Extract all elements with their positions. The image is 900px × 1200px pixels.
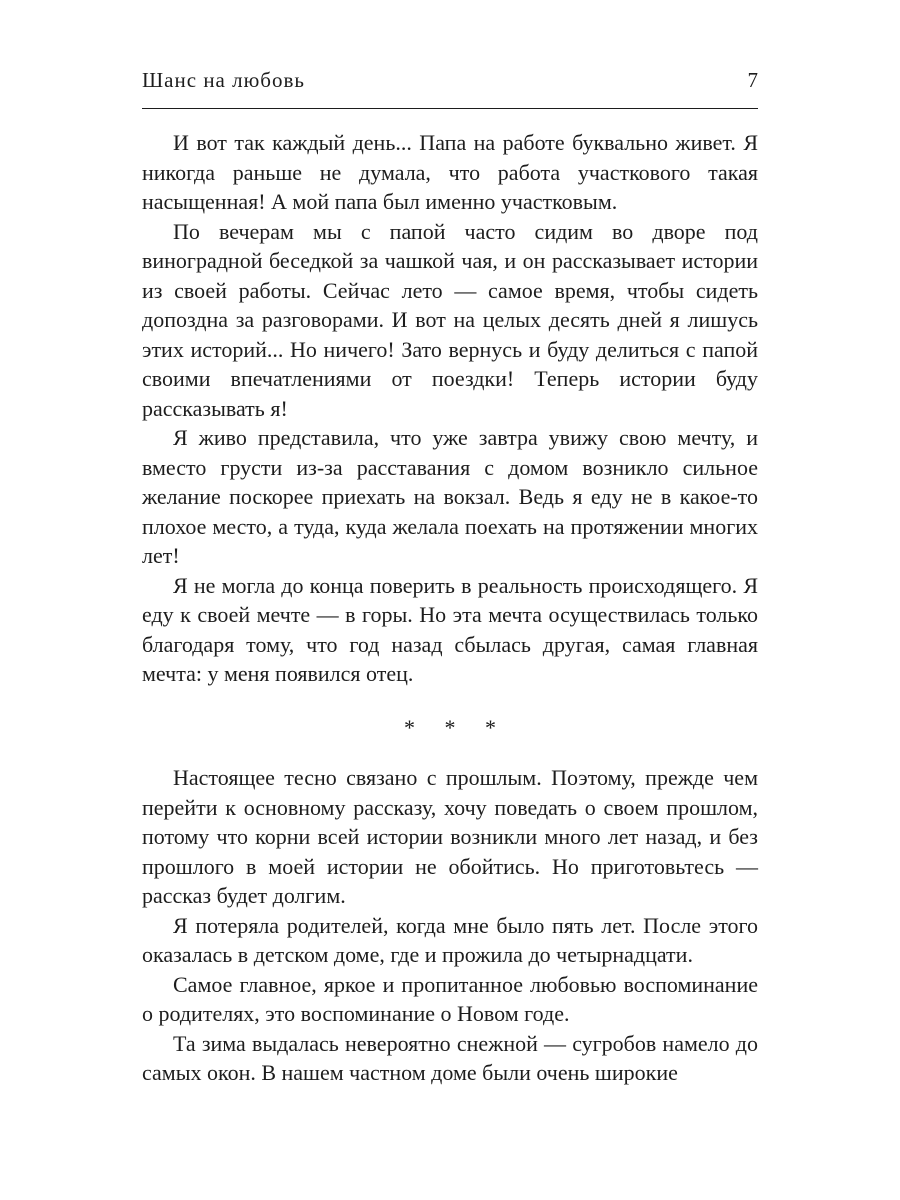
body-text [142, 128, 758, 1088]
paragraph: Я живо представила, что уже завтра увижу свою мечту, и вместо грусти из-за расставания с домом возникло сильное желание поскорее приехать на вокзал. Ведь я еду не в какое-то плохое место, а туда, куда желала поехать на протяжении многих лет! [142, 425, 758, 568]
section-separator: * * * [404, 714, 508, 740]
paragraph: Настоящее тесно связано с прошлым. Поэтому, прежде чем перейти к основному рассказу, хочу поведать о своем прошлом, потому что корни всей истории возникли много лет назад, и без прошлого в моей истории не обойтись. Но приготовьтесь — рассказ будет долгим. [142, 765, 758, 908]
paragraph: Я не могла до конца поверить в реальность происходящего. Я еду к своей мечте — в горы. Но эта мечта осуществилась только благодаря тому, что год назад сбылась другая, самая главная мечта: у меня появился отец. [142, 572, 758, 686]
page-header [142, 64, 758, 109]
page-number: 7 [747, 68, 758, 92]
paragraph: Я потеряла родителей, когда мне было пять лет. После этого оказалась в детском доме, где и прожила до четырнадцати. [142, 912, 758, 967]
paragraph: По вечерам мы с папой часто сидим во дворе под виноградной беседкой за чашкой чая, и он рассказывает истории из своей работы. Сейчас лето — самое время, чтобы сидеть допоздна за разговорами. И вот на целых десять дней я лишусь этих историй... Но ничего! Зато вернусь и буду делиться с папой своими впечатлениями от поездки! Теперь истории буду рассказывать я! [142, 218, 758, 421]
running-title: Шанс на любовь [142, 68, 305, 92]
paragraph: Та зима выдалась невероятно снежной — сугробов намело до самых окон. В нашем частном доме были очень широкие [142, 1030, 758, 1085]
paragraph: Самое главное, яркое и пропитанное любовью воспоминание о родителях, это воспоминание о Новом годе. [142, 971, 758, 1026]
paragraph: И вот так каждый день... Папа на работе буквально живет. Я никогда раньше не думала, что работа участкового такая насыщенная! А мой папа был именно участковым. [142, 130, 758, 214]
